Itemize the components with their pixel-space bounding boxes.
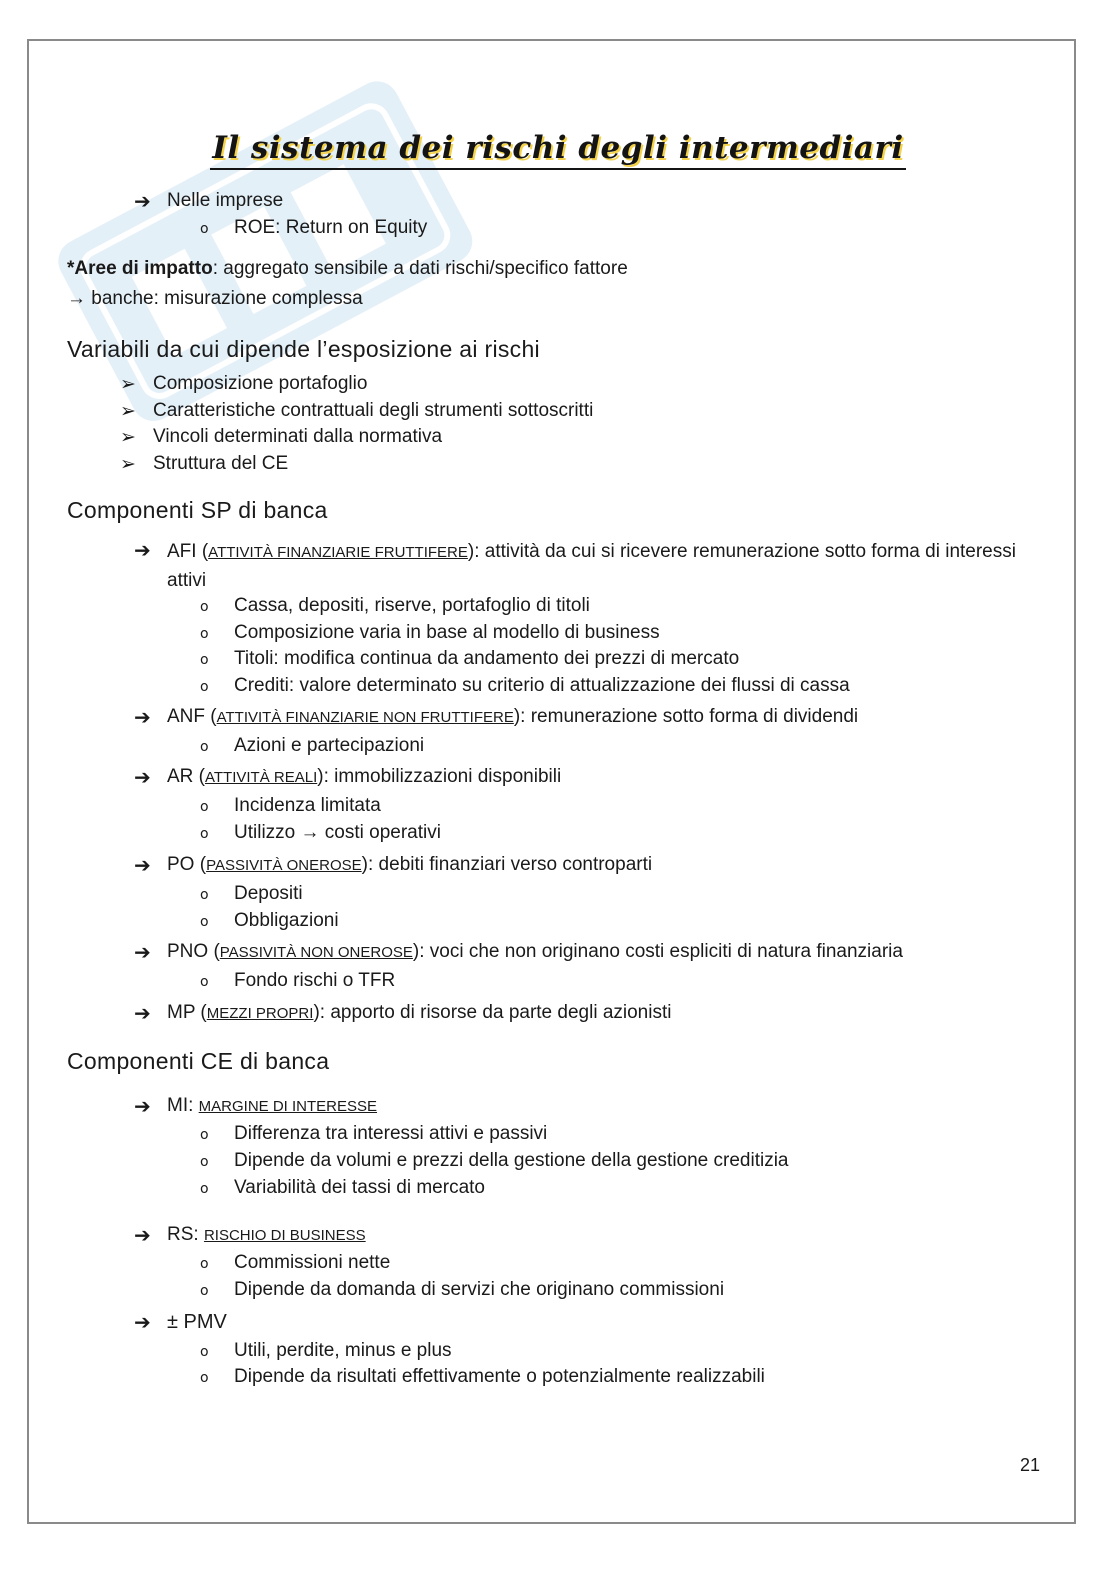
arrow-bullet-icon: ➔: [134, 189, 151, 213]
variabili-item: Struttura del CE: [153, 453, 289, 474]
banche-line: [67, 287, 363, 311]
rs-name: RISCHIO DI BUSINESS: [203, 1227, 366, 1244]
circle-bullet-icon: o: [200, 914, 209, 930]
circle-bullet-icon: o: [200, 1370, 209, 1386]
ce-heading: Componenti CE di banca: [67, 1048, 330, 1074]
page-number: 21: [1020, 1455, 1041, 1475]
circle-bullet-icon: o: [200, 626, 209, 642]
po-code: PO (: [167, 854, 207, 875]
afi-item: Titoli: modifica continua da andamento dei prezzi di mercato: [234, 648, 740, 669]
circle-bullet-icon: o: [200, 679, 209, 695]
variabili-item: Composizione portafoglio: [153, 373, 368, 394]
sp-heading: Componenti SP di banca: [67, 497, 328, 523]
ar-close: ):: [317, 766, 329, 787]
rs-item: Dipende da domanda di servizi che originano commissioni: [234, 1279, 725, 1300]
ar-item-utilizzo: [234, 821, 441, 845]
circle-bullet-icon: o: [200, 974, 209, 990]
pno-close: ):: [412, 941, 425, 962]
circle-bullet-icon: o: [200, 887, 209, 903]
anf-close: ): [513, 706, 521, 727]
afi-name: ATTIVITÀ FINANZIARIE FRUTTIFERE: [208, 544, 468, 561]
variabili-item: Caratteristiche contrattuali degli strumenti sottoscritti: [153, 400, 594, 421]
circle-bullet-icon: o: [200, 1154, 209, 1170]
ar-name: ATTIVITÀ REALI: [205, 769, 318, 786]
ar-line: [167, 765, 561, 790]
afi-close: ): [467, 541, 475, 562]
circle-bullet-icon: o: [200, 221, 209, 237]
arrow-bullet-icon: ➔: [134, 1001, 151, 1025]
circle-bullet-icon: o: [200, 1283, 209, 1299]
anf-name: ATTIVITÀ FINANZIARIE NON FRUTTIFERE: [216, 709, 514, 726]
ar-desc: immobilizzazioni disponibili: [328, 766, 562, 787]
pmv-item: Utili, perdite, minus e plus: [234, 1340, 452, 1361]
pno-line: [167, 940, 903, 965]
po-name: PASSIVITÀ ONEROSE: [206, 857, 362, 874]
po-close: ): [361, 854, 368, 875]
arrow-bullet-icon: ➔: [134, 1310, 151, 1334]
afi-item: Cassa, depositi, riserve, portafoglio di titoli: [234, 595, 590, 616]
mi-item: Differenza tra interessi attivi e passivi: [234, 1123, 548, 1144]
mi-line: [167, 1094, 377, 1119]
circle-bullet-icon: o: [200, 1256, 209, 1272]
anf-code: ANF (: [167, 706, 217, 727]
arrow-bullet-icon: ➔: [134, 940, 151, 964]
triangle-bullet-icon: ➢: [120, 426, 136, 448]
mp-line: [167, 1001, 671, 1026]
circle-bullet-icon: o: [200, 599, 209, 615]
afi-desc: : attività da cui si ricevere remunerazione sotto forma di interessi attivi: [167, 541, 1016, 591]
mp-name: MEZZI PROPRI: [206, 1005, 314, 1022]
pno-name: PASSIVITÀ NON ONEROSE: [219, 944, 413, 961]
rs-code: RS:: [167, 1224, 204, 1245]
po-line: [167, 853, 652, 878]
anf-desc: : remunerazione sotto forma di dividendi: [520, 706, 859, 727]
aree-impatto-label: *Aree di impatto: [67, 258, 213, 279]
aree-impatto-text: : aggregato sensibile a dati rischi/specifico fattore: [212, 258, 628, 279]
banche-text: banche: misurazione complessa: [91, 288, 363, 309]
pmv-label: ± PMV: [167, 1311, 227, 1333]
variabili-item: Vincoli determinati dalla normativa: [153, 426, 443, 447]
page-title-text: Il sistema dei rischi degli intermediari: [210, 130, 905, 170]
anf-item: Azioni e partecipazioni: [234, 735, 425, 756]
arrow-bullet-icon: ➔: [134, 1094, 151, 1118]
page-title: [0, 130, 1116, 170]
pno-desc: voci che non originano costi espliciti di natura finanziaria: [424, 941, 903, 962]
po-item: Depositi: [234, 883, 303, 904]
ar-costi-text: costi operativi: [324, 822, 441, 843]
circle-bullet-icon: o: [200, 826, 209, 842]
rs-line: [167, 1223, 366, 1248]
mp-desc: apporto di risorse da parte degli azionisti: [325, 1002, 672, 1023]
circle-bullet-icon: o: [200, 652, 209, 668]
arrow-bullet-icon: ➔: [134, 853, 151, 877]
mp-close: ):: [313, 1002, 326, 1023]
circle-bullet-icon: o: [200, 799, 209, 815]
variabili-heading: Variabili da cui dipende l’esposizione ai rischi: [67, 336, 540, 362]
pno-item: Fondo rischi o TFR: [234, 970, 396, 991]
anf-line: [167, 705, 858, 730]
triangle-bullet-icon: ➢: [120, 453, 136, 475]
triangle-bullet-icon: ➢: [120, 400, 136, 422]
mp-code: MP (: [167, 1002, 207, 1023]
pmv-item: Dipende da risultati effettivamente o potenzialmente realizzabili: [234, 1366, 765, 1387]
intro-roe: ROE: Return on Equity: [234, 217, 428, 238]
circle-bullet-icon: o: [200, 739, 209, 755]
mi-item: Variabilità dei tassi di mercato: [234, 1177, 485, 1198]
mi-code: MI:: [167, 1095, 199, 1116]
circle-bullet-icon: o: [200, 1127, 209, 1143]
afi-item: Crediti: valore determinato su criterio di attualizzazione dei flussi di cassa: [234, 675, 850, 696]
ar-code: AR (: [167, 766, 205, 787]
intro-imprese: Nelle imprese: [167, 190, 284, 211]
po-item: Obbligazioni: [234, 910, 339, 931]
mi-name: MARGINE DI INTERESSE: [198, 1098, 378, 1115]
thin-arrow-icon: →: [67, 288, 86, 309]
thin-arrow-icon: →: [300, 822, 320, 843]
arrow-bullet-icon: ➔: [134, 538, 151, 562]
afi-line: [167, 538, 1027, 595]
aree-impatto: [67, 257, 628, 281]
pno-code: PNO (: [167, 941, 220, 962]
triangle-bullet-icon: ➢: [120, 373, 136, 395]
arrow-bullet-icon: ➔: [134, 765, 151, 789]
afi-item: Composizione varia in base al modello di business: [234, 622, 660, 643]
ar-utilizzo-text: Utilizzo: [234, 822, 296, 843]
circle-bullet-icon: o: [200, 1344, 209, 1360]
mi-item: Dipende da volumi e prezzi della gestione della gestione creditizia: [234, 1150, 789, 1171]
afi-code: AFI (: [167, 541, 209, 562]
circle-bullet-icon: o: [200, 1181, 209, 1197]
po-desc: : debiti finanziari verso controparti: [368, 854, 653, 875]
ar-item: Incidenza limitata: [234, 795, 381, 816]
arrow-bullet-icon: ➔: [134, 705, 151, 729]
rs-item: Commissioni nette: [234, 1252, 391, 1273]
arrow-bullet-icon: ➔: [134, 1223, 151, 1247]
